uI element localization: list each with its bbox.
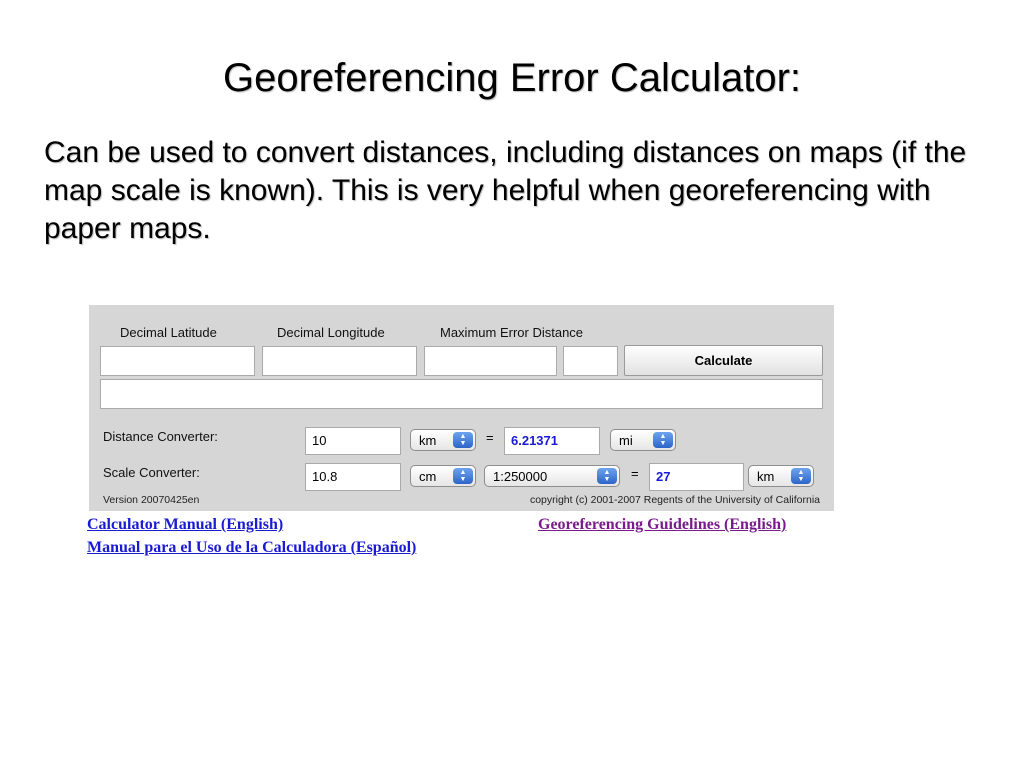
scale-from-unit-value: cm xyxy=(419,469,437,484)
calculator-manual-spanish-link[interactable]: Manual para el Uso de la Calculadora (Español) xyxy=(87,539,417,556)
georeferencing-guidelines-english-link[interactable]: Georeferencing Guidelines (English) xyxy=(538,516,787,533)
calculator-manual-english-link[interactable]: Calculator Manual (English) xyxy=(87,516,284,533)
distance-to-unit-select[interactable] xyxy=(610,429,676,451)
decimal-longitude-header: Decimal Longitude xyxy=(277,325,385,340)
distance-from-unit-select[interactable] xyxy=(410,429,476,451)
max-error-distance-input[interactable] xyxy=(424,346,557,376)
distance-value-input[interactable]: 10 xyxy=(305,427,401,455)
scale-from-unit-select[interactable] xyxy=(410,465,476,487)
up-down-arrows-icon: ▲ ▼ xyxy=(453,432,473,448)
distance-to-unit-value: mi xyxy=(619,433,633,448)
up-down-arrows-icon: ▲ ▼ xyxy=(653,432,673,448)
scale-converter-label: Scale Converter: xyxy=(103,465,200,480)
calculator-panel xyxy=(89,305,834,511)
scale-to-unit-select[interactable] xyxy=(748,465,814,487)
scale-equals-sign: = xyxy=(631,466,639,481)
up-down-arrows-icon: ▲ ▼ xyxy=(597,468,617,484)
map-scale-select[interactable] xyxy=(484,465,620,487)
scale-result-field[interactable]: 27 xyxy=(649,463,744,491)
up-down-arrows-icon: ▲ ▼ xyxy=(791,468,811,484)
result-field xyxy=(100,379,823,409)
up-down-arrows-icon: ▲ ▼ xyxy=(453,468,473,484)
scale-value-input[interactable]: 10.8 xyxy=(305,463,401,491)
distance-from-unit-value: km xyxy=(419,433,437,448)
max-error-distance-header: Maximum Error Distance xyxy=(440,325,584,340)
max-error-unit-input[interactable] xyxy=(563,346,618,376)
distance-result-field[interactable]: 6.21371 xyxy=(504,427,600,455)
slide-description: Can be used to convert distances, including distances on maps (if the map scale is known). This is very helpful when georeferencing with paper maps. xyxy=(44,136,967,245)
latitude-input[interactable] xyxy=(100,346,255,376)
map-scale-value: 1:250000 xyxy=(493,469,548,484)
version-text: Version 20070425en xyxy=(103,494,200,506)
calculate-button[interactable]: Calculate xyxy=(624,345,823,376)
scale-to-unit-value: km xyxy=(757,469,775,484)
decimal-latitude-header: Decimal Latitude xyxy=(120,325,217,340)
slide-title: Georeferencing Error Calculator: xyxy=(222,56,802,100)
longitude-input[interactable] xyxy=(262,346,417,376)
copyright-text: copyright (c) 2001-2007 Regents of the University of California xyxy=(529,494,820,506)
distance-converter-label: Distance Converter: xyxy=(103,429,218,444)
distance-equals-sign: = xyxy=(486,430,494,445)
